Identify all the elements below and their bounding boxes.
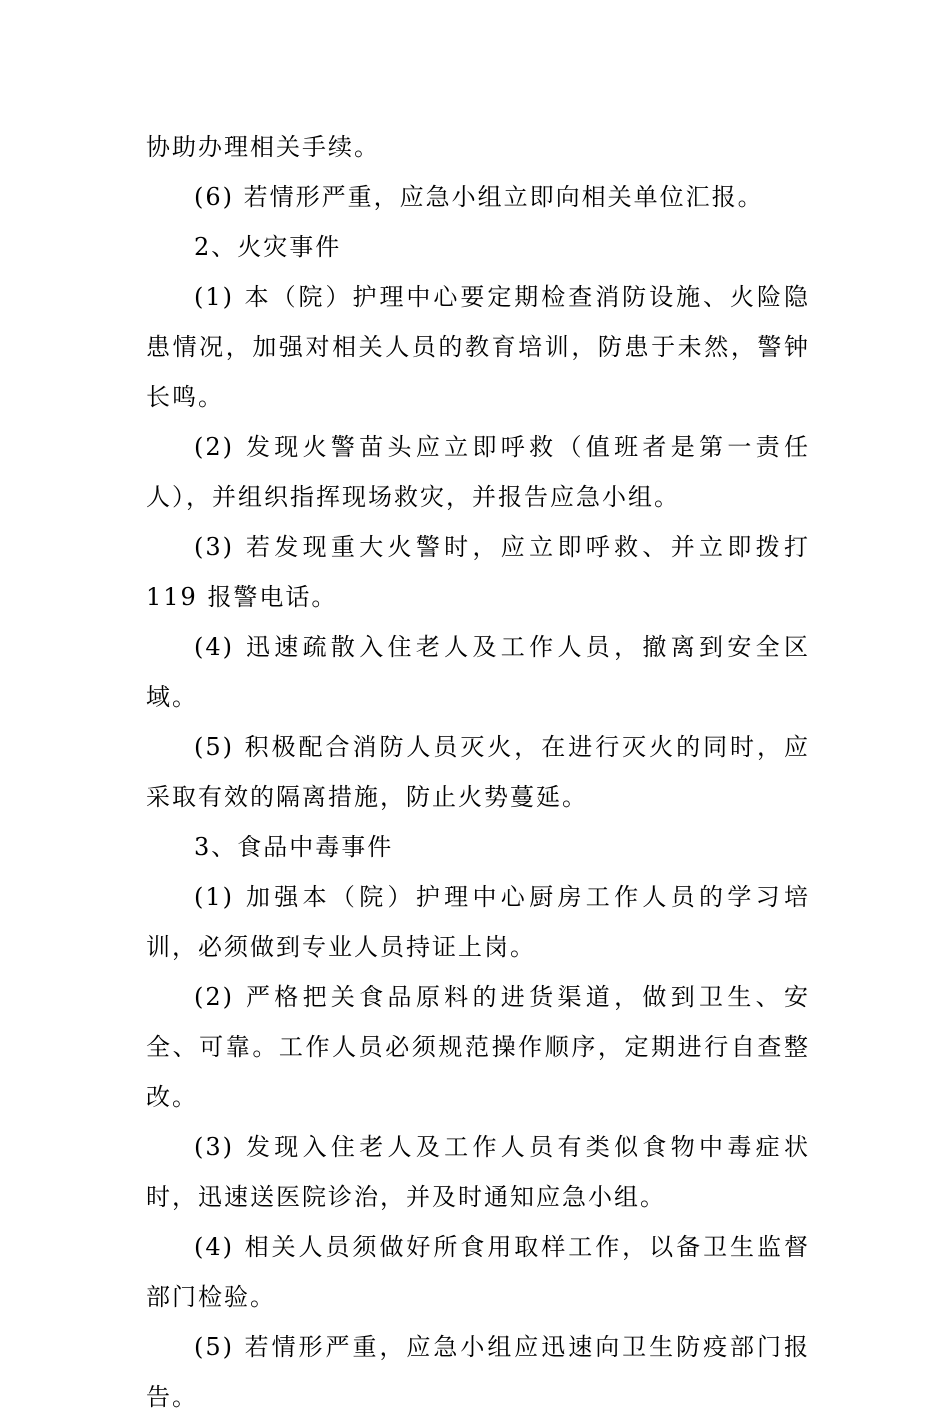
- paragraph-item: (2) 严格把关食品原料的进货渠道，做到卫生、安全、可靠。工作人员必须规范操作顺序，定期进行自查整改。: [146, 983, 810, 1111]
- paragraph-item: (5) 若情形严重，应急小组应迅速向卫生防疫部门报告。: [146, 1333, 810, 1411]
- paragraph-item: (4) 相关人员须做好所食用取样工作，以备卫生监督部门检验。: [146, 1233, 810, 1311]
- section-heading-food-poisoning: 3、食品中毒事件: [194, 833, 394, 861]
- paragraph-continuation: 协助办理相关手续。: [146, 133, 380, 161]
- paragraph-item: (3) 若发现重大火警时，应立即呼救、并立即拨打 119 报警电话。: [146, 533, 810, 611]
- document-body: [146, 122, 810, 1422]
- section-heading-fire: 2、火灾事件: [194, 233, 342, 261]
- paragraph-item: (2) 发现火警苗头应立即呼救（值班者是第一责任人），并组织指挥现场救灾，并报告应急小组。: [146, 433, 810, 511]
- paragraph-item: (5) 积极配合消防人员灭火，在进行灭火的同时，应采取有效的隔离措施，防止火势蔓延。: [146, 733, 810, 811]
- paragraph-item: (4) 迅速疏散入住老人及工作人员，撤离到安全区域。: [146, 633, 810, 711]
- paragraph-item: (3) 发现入住老人及工作人员有类似食物中毒症状时，迅速送医院诊治，并及时通知应急小组。: [146, 1133, 810, 1211]
- paragraph-item: (1) 本（院）护理中心要定期检查消防设施、火险隐患情况，加强对相关人员的教育培训，防患于未然，警钟长鸣。: [146, 283, 810, 411]
- paragraph-item: (1) 加强本（院）护理中心厨房工作人员的学习培训，必须做到专业人员持证上岗。: [146, 883, 810, 961]
- paragraph-item: (6) 若情形严重，应急小组立即向相关单位汇报。: [194, 183, 764, 211]
